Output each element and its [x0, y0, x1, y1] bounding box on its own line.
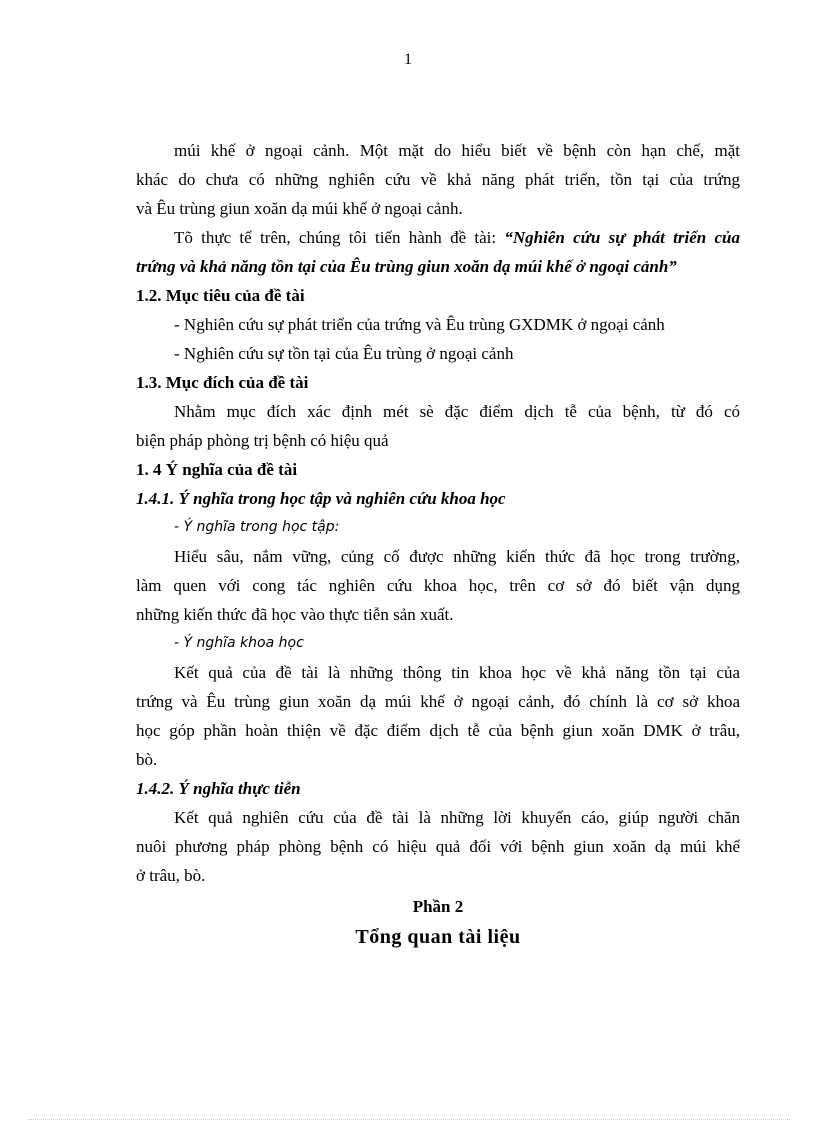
paragraph-line: Hiểu sâu, nắm vững, củng cố được những kiến thức đã học trong trường, — [174, 547, 740, 566]
paragraph-line: khác do chưa có những nghiên cứu về khả năng phát triển, tồn tại của trứng — [136, 170, 740, 189]
paragraph-line: những kiến thức đã học vào thực tiễn sản xuất. — [136, 605, 454, 624]
thesis-title-part-1: “Nghiên cứu sự phát triển của — [504, 228, 740, 247]
document-body — [136, 136, 740, 953]
paragraph-line: bò. — [136, 750, 158, 769]
paragraph-line: Kết quả nghiên cứu của đề tài là những lời khuyến cáo, giúp người chăn — [174, 808, 740, 827]
section-heading-1-3: 1.3. Mục đích của đề tài — [136, 373, 309, 392]
science-meaning-label: - Ý nghĩa khoa học — [174, 635, 304, 651]
paragraph-line: nuôi phương pháp phòng bệnh có hiệu quả đối với bệnh giun xoăn dạ múi khế — [136, 837, 740, 856]
paragraph-line: Nhằm mục đích xác định mét sè đặc điểm dịch tễ của bệnh, từ đó có — [174, 402, 740, 421]
paragraph-line: và Êu trùng giun xoăn dạ múi khế ở ngoại cảnh. — [136, 199, 463, 218]
paragraph-line: múi khế ở ngoại cảnh. Một mặt do hiểu biết về bệnh còn hạn chế, mặt — [174, 141, 740, 160]
paragraph-line: ở trâu, bò. — [136, 866, 206, 885]
part-title: Tổng quan tài liệu — [355, 926, 521, 948]
section-heading-1-4-2: 1.4.2. Ý nghĩa thực tiễn — [136, 779, 301, 798]
part-label: Phần 2 — [412, 897, 464, 916]
thesis-title-part-2: trứng và khả năng tồn tại của Êu trùng giun xoăn dạ múi khế ở ngoại cảnh” — [136, 257, 677, 276]
paragraph-line: Kết quả của đề tài là những thông tin khoa học về khả năng tồn tại của — [174, 663, 740, 682]
study-meaning-label: - Ý nghĩa trong học tập: — [174, 519, 340, 535]
thesis-title-line — [136, 223, 740, 252]
section-heading-1-4-1: 1.4.1. Ý nghĩa trong học tập và nghiên cứu khoa học — [136, 489, 506, 508]
section-heading-1-4: 1. 4 Ý nghĩa của đề tài — [136, 460, 298, 479]
goal-item: - Nghiên cứu sự tồn tại của Êu trùng ở ngoại cảnh — [174, 344, 514, 363]
paragraph-line: làm quen với cong tác nghiên cứu khoa học, trên cơ sở đó biết vận dụng — [136, 576, 740, 595]
goal-item: - Nghiên cứu sự phát triển của trứng và Êu trùng GXDMK ở ngoại cảnh — [174, 315, 665, 334]
thesis-intro-text: Tõ thực tế trên, chúng tôi tiến hành đề tài: — [174, 228, 505, 247]
page-bottom-divider — [28, 1119, 790, 1120]
section-heading-1-2: 1.2. Mục tiêu của đề tài — [136, 286, 305, 305]
paragraph-line: trứng và Êu trùng giun xoăn dạ múi khế ở ngoại cảnh, đó chính là cơ sở khoa — [136, 692, 740, 711]
paragraph-line: biện pháp phòng trị bệnh có hiệu quả — [136, 431, 389, 450]
paragraph-line: học góp phần hoàn thiện về đặc điểm dịch tễ của bệnh giun xoăn DMK ở trâu, — [136, 721, 740, 740]
page-number: 1 — [404, 51, 412, 68]
